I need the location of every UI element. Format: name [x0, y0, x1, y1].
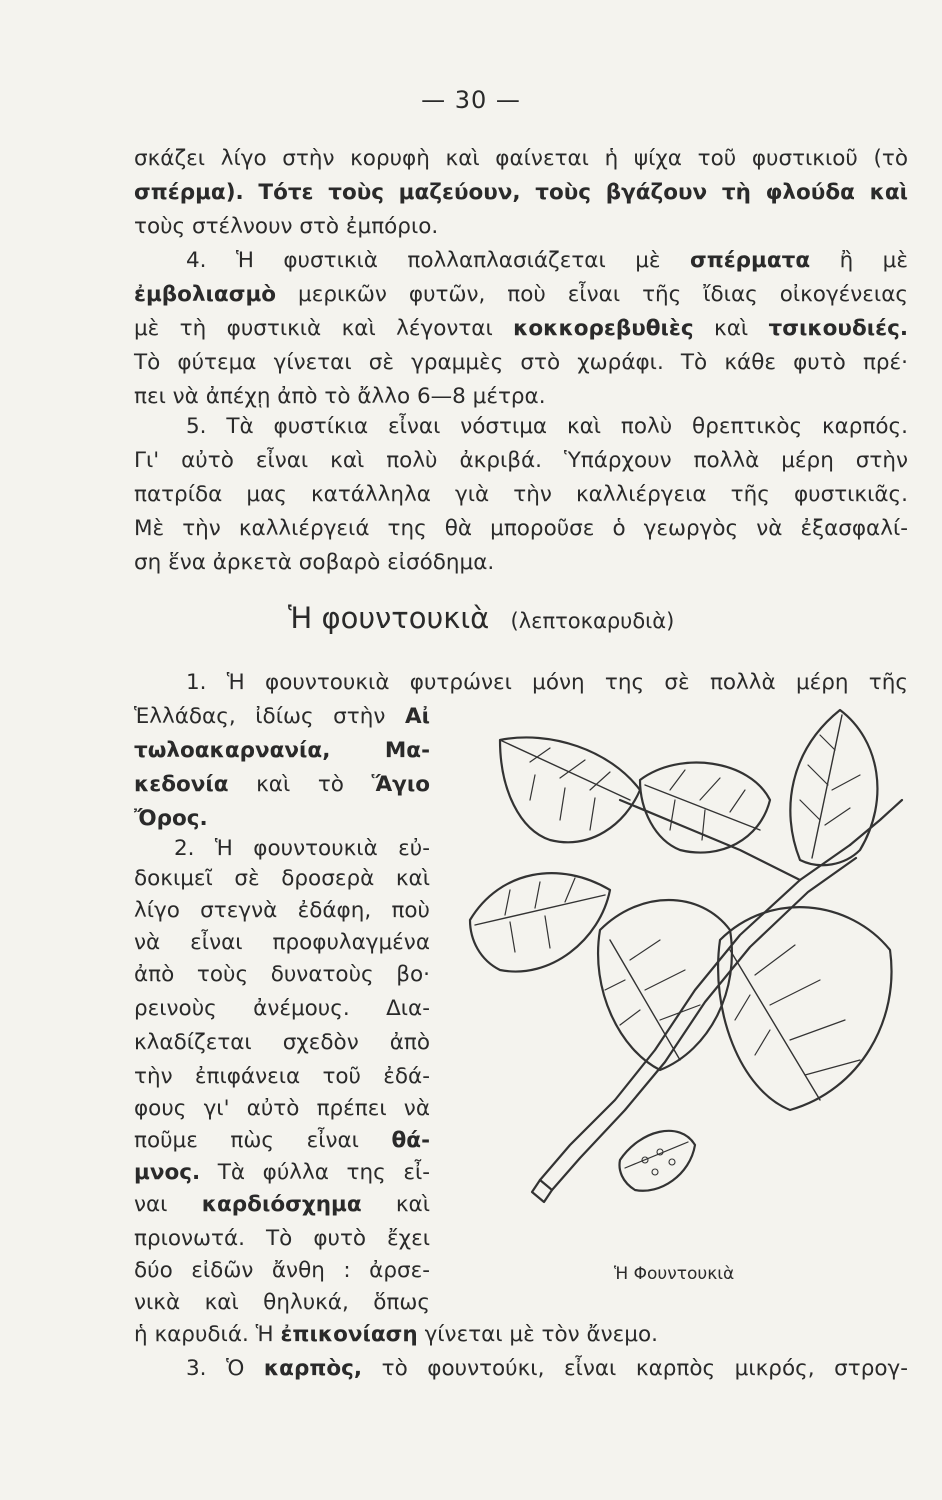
hazel-branch-illustration-icon: [440, 690, 920, 1260]
text-line: [134, 178, 908, 208]
bold-term: ἐπικονίαση: [280, 1322, 418, 1347]
text-line: Γι' αὐτὸ εἶναι καὶ πολὺ ἀκριβά. Ὑπάρχουν πολλὰ μέρη στὴν: [134, 448, 908, 473]
bold-term: τσικουδιές.: [768, 316, 908, 341]
text-line: δοκιμεῖ σὲ δροσερὰ καὶ: [134, 866, 430, 891]
bold-term: σπέρμα). Τότε τοὺς μαζεύουν, τοὺς βγάζουν τὴ φλούδα καὶ: [134, 180, 908, 205]
text-line: 1. Ἡ φουντουκιὰ φυτρώνει μόνη της σὲ πολλὰ μέρη τῆς: [186, 670, 908, 695]
text-run: ἡ καρυδιά. Ἡ: [134, 1322, 274, 1347]
text-line: πατρίδα μας κατάλληλα γιὰ τὴν καλλιέργεια τῆς φυστικιᾶς.: [134, 482, 908, 507]
text-run: μερικῶν φυτῶν, ποὺ εἶναι τῆς ἴδιας οἰκογένειας: [298, 282, 908, 307]
text-line: 2. Ἡ φουντουκιὰ εὐ-: [174, 836, 430, 861]
text-line: Τὸ φύτεμα γίνεται σὲ γραμμὲς στὸ χωράφι. Τὸ κάθε φυτὸ πρέ·: [134, 350, 908, 375]
text-line: [134, 702, 430, 732]
text-line: [134, 736, 430, 766]
text-line: φους γι' αὐτὸ πρέπει νὰ: [134, 1096, 430, 1121]
text-line: [134, 246, 908, 276]
text-run: ἢ μὲ: [839, 248, 908, 273]
text-line: [134, 1158, 430, 1188]
text-run: καὶ: [714, 316, 749, 341]
section-title: Ἡ φουντουκιὰ: [288, 601, 490, 635]
text-run: Ἑλλάδας, ἰδίως στὴν: [134, 704, 386, 729]
bold-term: κεδονία: [134, 772, 229, 797]
text-line: [134, 1190, 430, 1220]
text-line: [134, 770, 430, 800]
text-line: [134, 1354, 908, 1384]
bold-term: Αἰ: [404, 704, 431, 729]
text-line: [134, 280, 908, 310]
text-line: [134, 1126, 430, 1156]
text-line: τὴν ἐπιφάνεια τοῦ ἐδά-: [134, 1064, 430, 1089]
text-run: ποῦμε πὼς εἶναι: [134, 1128, 359, 1153]
text-line: πριονωτά. Τὸ φυτὸ ἔχει: [134, 1226, 430, 1251]
bold-term: Ἅγιο: [371, 772, 430, 797]
text-run: μὲ τὴ φυστικιὰ καὶ λέγονται: [134, 316, 493, 341]
text-run: ναι: [134, 1192, 168, 1217]
text-run: 4. Ἡ φυστικιὰ πολλαπλασιάζεται μὲ: [186, 248, 661, 273]
text-line: ρεινοὺς ἀνέμους. Δια-: [134, 996, 430, 1021]
text-line: νικὰ καὶ θηλυκά, ὅπως: [134, 1290, 430, 1315]
text-line: δύο εἰδῶν ἄνθη : ἀρσε-: [134, 1258, 430, 1283]
page-number: — 30 —: [421, 86, 521, 114]
text-line: ἀπὸ τοὺς δυνατοὺς βο·: [134, 962, 430, 987]
text-run: καὶ: [395, 1192, 430, 1217]
text-line: σκάζει λίγο στὴν κορυφὴ καὶ φαίνεται ἡ ψίχα τοῦ φυστικιοῦ (τὸ: [134, 146, 908, 171]
text-run: γίνεται μὲ τὸν ἄνεμο.: [424, 1322, 658, 1347]
bold-term: Ὄρος.: [134, 806, 208, 831]
figure-caption: Ἡ Φουντουκιὰ: [614, 1264, 735, 1284]
bold-term: μνος.: [134, 1160, 201, 1185]
section-heading: [288, 598, 674, 641]
text-run: τὸ φουντούκι, εἶναι καρπὸς μικρός, στρογ-: [381, 1356, 908, 1381]
text-line: Μὲ τὴν καλλιέργειά της θὰ μποροῦσε ὁ γεωργὸς νὰ ἐξασφαλί-: [134, 516, 908, 541]
text-line: νὰ εἶναι προφυλαγμένα: [134, 930, 430, 955]
text-line: [134, 1320, 658, 1350]
text-line: 5. Τὰ φυστίκια εἶναι νόστιμα καὶ πολὺ θρεπτικὸς καρπός.: [186, 414, 908, 439]
bold-term: τωλοακαρνανία, Μα-: [134, 738, 430, 763]
text-run: καὶ τὸ: [256, 772, 344, 797]
text-line: κλαδίζεται σχεδὸν ἀπὸ: [134, 1030, 430, 1055]
bold-term: καρδιόσχημα: [201, 1192, 362, 1217]
bold-term: καρπὸς,: [263, 1356, 363, 1381]
bold-term: σπέρματα: [689, 248, 811, 273]
text-line: [134, 804, 208, 834]
bold-term: θά-: [391, 1128, 430, 1153]
bold-term: ἐμβολιασμὸ: [134, 282, 277, 307]
bold-term: κοκκορεβυθιὲς: [513, 316, 694, 341]
text-line: ση ἕνα ἀρκετὰ σοβαρὸ εἰσόδημα.: [134, 550, 495, 575]
text-run: Τὰ φύλλα της εἶ-: [217, 1160, 430, 1185]
text-run: 3. Ὁ: [186, 1356, 245, 1381]
text-line: [134, 314, 908, 344]
text-line: πει νὰ ἀπέχῃ ἀπὸ τὸ ἄλλο 6—8 μέτρα.: [134, 384, 546, 409]
section-subtitle: (λεπτοκαρυδιὰ): [510, 609, 675, 633]
text-line: λίγο στεγνὰ ἐδάφη, ποὺ: [134, 898, 430, 923]
text-line: τοὺς στέλνουν στὸ ἐμπόριο.: [134, 214, 439, 239]
